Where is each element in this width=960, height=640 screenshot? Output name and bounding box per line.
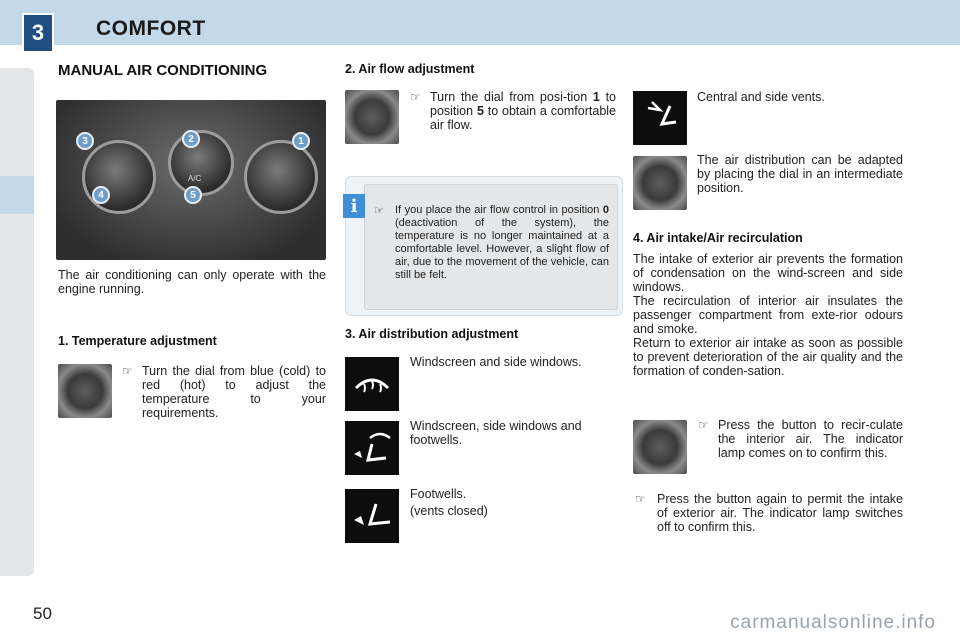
temperature-text: Turn the dial from blue (cold) to red (hot) to adjust the temperature to your requirements. bbox=[142, 364, 326, 420]
distribution-item-3-note: (vents closed) bbox=[410, 504, 488, 518]
intermediate-text: The air distribution can be adapted by placing the dial in an intermediate position. bbox=[697, 153, 903, 195]
distribution-title: 3. Air distribution adjustment bbox=[345, 327, 519, 341]
bullet-icon: ☞ bbox=[374, 205, 384, 217]
footwell-icon bbox=[345, 489, 399, 543]
temperature-dial bbox=[244, 140, 318, 214]
distribution-dial bbox=[82, 140, 156, 214]
airflow-dial bbox=[168, 130, 234, 196]
side-tab bbox=[0, 176, 34, 214]
page-number: 50 bbox=[33, 604, 52, 623]
control-panel-photo bbox=[56, 100, 326, 260]
temperature-dial-photo bbox=[58, 364, 112, 418]
chapter-number: 3 bbox=[22, 13, 54, 53]
chapter-title: COMFORT bbox=[96, 17, 206, 40]
airflow-title: 2. Air flow adjustment bbox=[345, 62, 475, 76]
distribution-item-3: Footwells. bbox=[410, 487, 467, 501]
intake-paragraph-1: The intake of exterior air prevents the formation of condensation on the wind-screen and side windows. bbox=[633, 252, 903, 294]
temperature-title: 1. Temperature adjustment bbox=[58, 334, 217, 348]
distribution-dial-photo bbox=[633, 156, 687, 210]
central-vents-icon bbox=[633, 91, 687, 145]
section-title: MANUAL AIR CONDITIONING bbox=[58, 62, 268, 79]
airflow-dial-photo bbox=[345, 90, 399, 144]
info-icon: i bbox=[343, 194, 365, 218]
bullet-icon: ☞ bbox=[635, 492, 646, 506]
bullet-icon: ☞ bbox=[122, 364, 133, 378]
badge-2: 2 bbox=[182, 130, 200, 148]
distribution-item-1: Windscreen and side windows. bbox=[410, 355, 582, 369]
intro-text: The air conditioning can only operate with the engine running. bbox=[58, 268, 326, 296]
airflow-text: Turn the dial from posi-tion 1 to position 5 to obtain a comfortable air flow. bbox=[430, 90, 616, 132]
watermark: carmanualsonline.info bbox=[730, 612, 936, 633]
windscreen-icon bbox=[345, 357, 399, 411]
intake-title: 4. Air intake/Air recirculation bbox=[633, 231, 803, 245]
distribution-item-2: Windscreen, side windows and footwells. bbox=[410, 419, 582, 447]
ac-label: A/C bbox=[188, 174, 202, 183]
info-text: If you place the air flow control in position 0 (deactivation of the system), the temperature is no longer maintained at a comfortable level. However, a slight flow of air, due to the movement of the vehicle, can still be felt. bbox=[395, 204, 609, 281]
windscreen-footwell-icon bbox=[345, 421, 399, 475]
recirculation-button-photo bbox=[633, 420, 687, 474]
bullet-icon: ☞ bbox=[698, 418, 709, 432]
badge-4: 4 bbox=[92, 186, 110, 204]
badge-5: 5 bbox=[184, 186, 202, 204]
side-strip bbox=[0, 68, 34, 576]
badge-1: 1 bbox=[292, 132, 310, 150]
intake-paragraph-3: Return to exterior air intake as soon as possible to prevent deterioration of the air quality and the formation of conden-sation. bbox=[633, 336, 903, 378]
intake-paragraph-2: The recirculation of interior air insulates the passenger compartment from exte-rior odours and smoke. bbox=[633, 294, 903, 336]
press-text-2: Press the button again to permit the intake of exterior air. The indicator lamp switches off to confirm this. bbox=[657, 492, 903, 534]
bullet-icon: ☞ bbox=[410, 90, 421, 104]
central-vents-text: Central and side vents. bbox=[697, 90, 825, 104]
badge-3: 3 bbox=[76, 132, 94, 150]
press-text-1: Press the button to recir-culate the interior air. The indicator lamp comes on to confirm this. bbox=[718, 418, 903, 460]
